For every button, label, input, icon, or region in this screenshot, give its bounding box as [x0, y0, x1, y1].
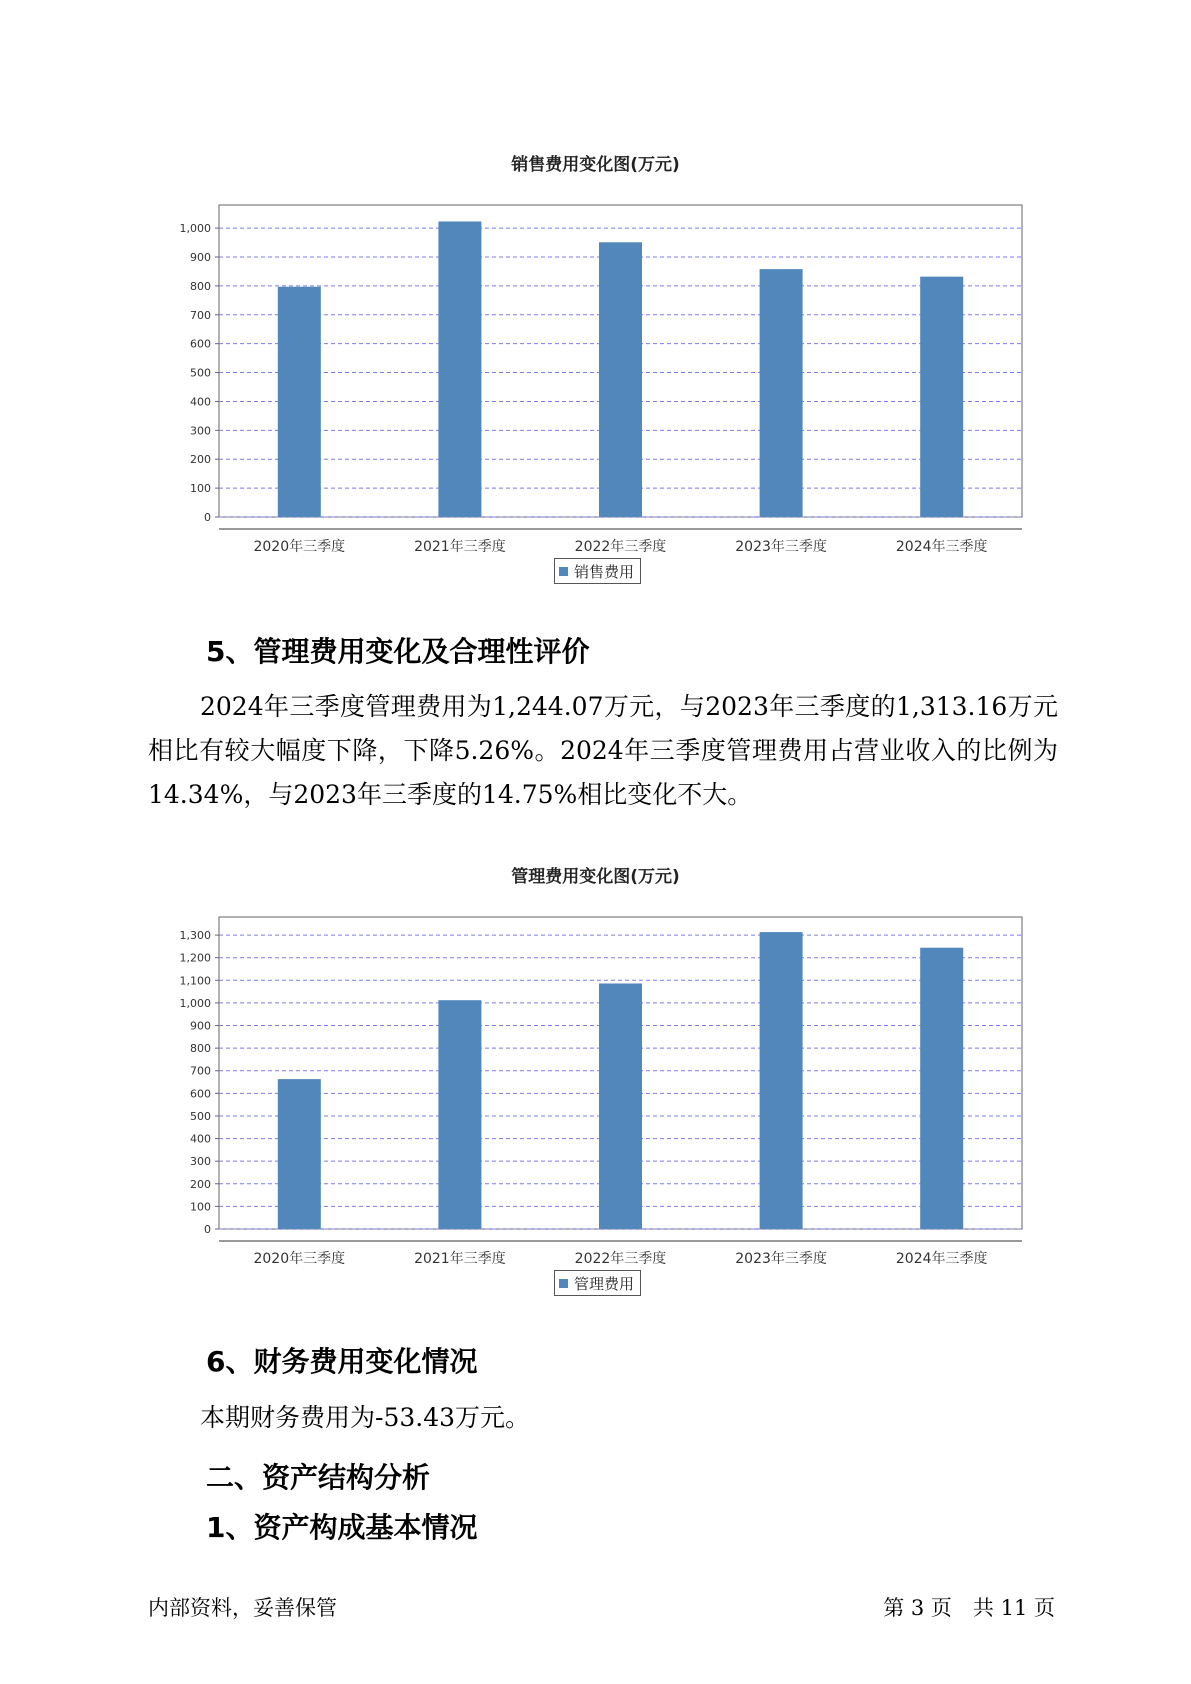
- y-tick-label: 300: [190, 1155, 211, 1169]
- y-tick-label: 400: [190, 1132, 211, 1146]
- bar: [760, 932, 803, 1229]
- x-tick-label: 2020年三季度: [253, 539, 346, 555]
- y-tick-label: 700: [190, 1064, 211, 1078]
- y-tick-label: 600: [190, 1087, 211, 1101]
- bar: [599, 242, 642, 517]
- y-tick-label: 1,300: [179, 929, 211, 943]
- x-tick-label: 2022年三季度: [574, 539, 667, 555]
- admin-chart-legend: [554, 1270, 641, 1296]
- bar: [920, 948, 963, 1229]
- x-tick-label: 2023年三季度: [735, 1251, 827, 1267]
- x-tick-label: 2021年三季度: [414, 1251, 506, 1267]
- y-tick-label: 1,200: [179, 951, 211, 965]
- part-2-heading: 二、资产结构分析: [206, 1461, 431, 1494]
- legend-label: 管理费用: [574, 1274, 635, 1293]
- y-tick-label: 0: [204, 511, 211, 524]
- part-2-sub-heading: 1、资产构成基本情况: [206, 1511, 478, 1544]
- section-5-heading: 5、管理费用变化及合理性评价: [206, 635, 590, 668]
- bar: [760, 269, 803, 517]
- y-tick-label: 1,100: [179, 974, 211, 988]
- bar: [278, 1079, 321, 1229]
- x-tick-label: 2023年三季度: [735, 539, 827, 555]
- y-tick-label: 800: [190, 1042, 211, 1056]
- x-tick-label: 2024年三季度: [895, 539, 988, 555]
- y-tick-label: 300: [190, 424, 211, 438]
- y-tick-label: 900: [190, 1019, 211, 1033]
- y-tick-label: 0: [204, 1223, 211, 1236]
- sales-expense-chart: [0, 180, 1191, 560]
- footer-left: 内部资料，妥善保管: [148, 1596, 337, 1620]
- y-tick-label: 1,000: [179, 996, 211, 1010]
- y-tick-label: 800: [190, 279, 211, 293]
- y-tick-label: 900: [190, 251, 211, 264]
- page-number: 第 3 页 共 11 页: [883, 1596, 1055, 1620]
- section-6-paragraph: 本期财务费用为-53.43万元。: [200, 1403, 531, 1432]
- y-tick-label: 500: [190, 366, 211, 380]
- y-tick-label: 400: [190, 395, 211, 409]
- sales-chart-title: 销售费用变化图(万元): [511, 155, 680, 175]
- y-tick-label: 500: [190, 1109, 211, 1123]
- y-tick-label: 200: [190, 1177, 211, 1191]
- y-tick-label: 100: [190, 482, 211, 496]
- x-tick-label: 2022年三季度: [574, 1251, 667, 1267]
- y-tick-label: 700: [190, 308, 211, 322]
- bar: [920, 277, 963, 517]
- y-tick-label: 200: [190, 453, 211, 467]
- bar: [438, 1000, 481, 1229]
- admin-chart-title: 管理费用变化图(万元): [511, 867, 680, 887]
- y-tick-label: 100: [190, 1200, 211, 1214]
- y-tick-label: 1,000: [179, 222, 211, 236]
- section-6-heading: 6、财务费用变化情况: [206, 1345, 478, 1378]
- bar: [599, 983, 642, 1229]
- legend-swatch: [559, 567, 568, 576]
- x-tick-label: 2024年三季度: [895, 1251, 988, 1267]
- bar: [278, 287, 321, 517]
- admin-expense-chart: [0, 892, 1191, 1272]
- bar: [438, 221, 481, 517]
- x-tick-label: 2021年三季度: [414, 539, 506, 555]
- x-tick-label: 2020年三季度: [253, 1251, 346, 1267]
- section-5-paragraph: 2024年三季度管理费用为1,244.07万元，与2023年三季度的1,313.16万元相比有较大幅度下降，下降5.26%。2024年三季度管理费用占营业收入的比例为14.34%，与2023年三季度的14.75%相比变化不大。: [148, 692, 1058, 809]
- y-tick-label: 600: [190, 337, 211, 351]
- legend-label: 销售费用: [574, 562, 635, 581]
- sales-chart-legend: [554, 558, 641, 584]
- legend-swatch: [559, 1279, 568, 1288]
